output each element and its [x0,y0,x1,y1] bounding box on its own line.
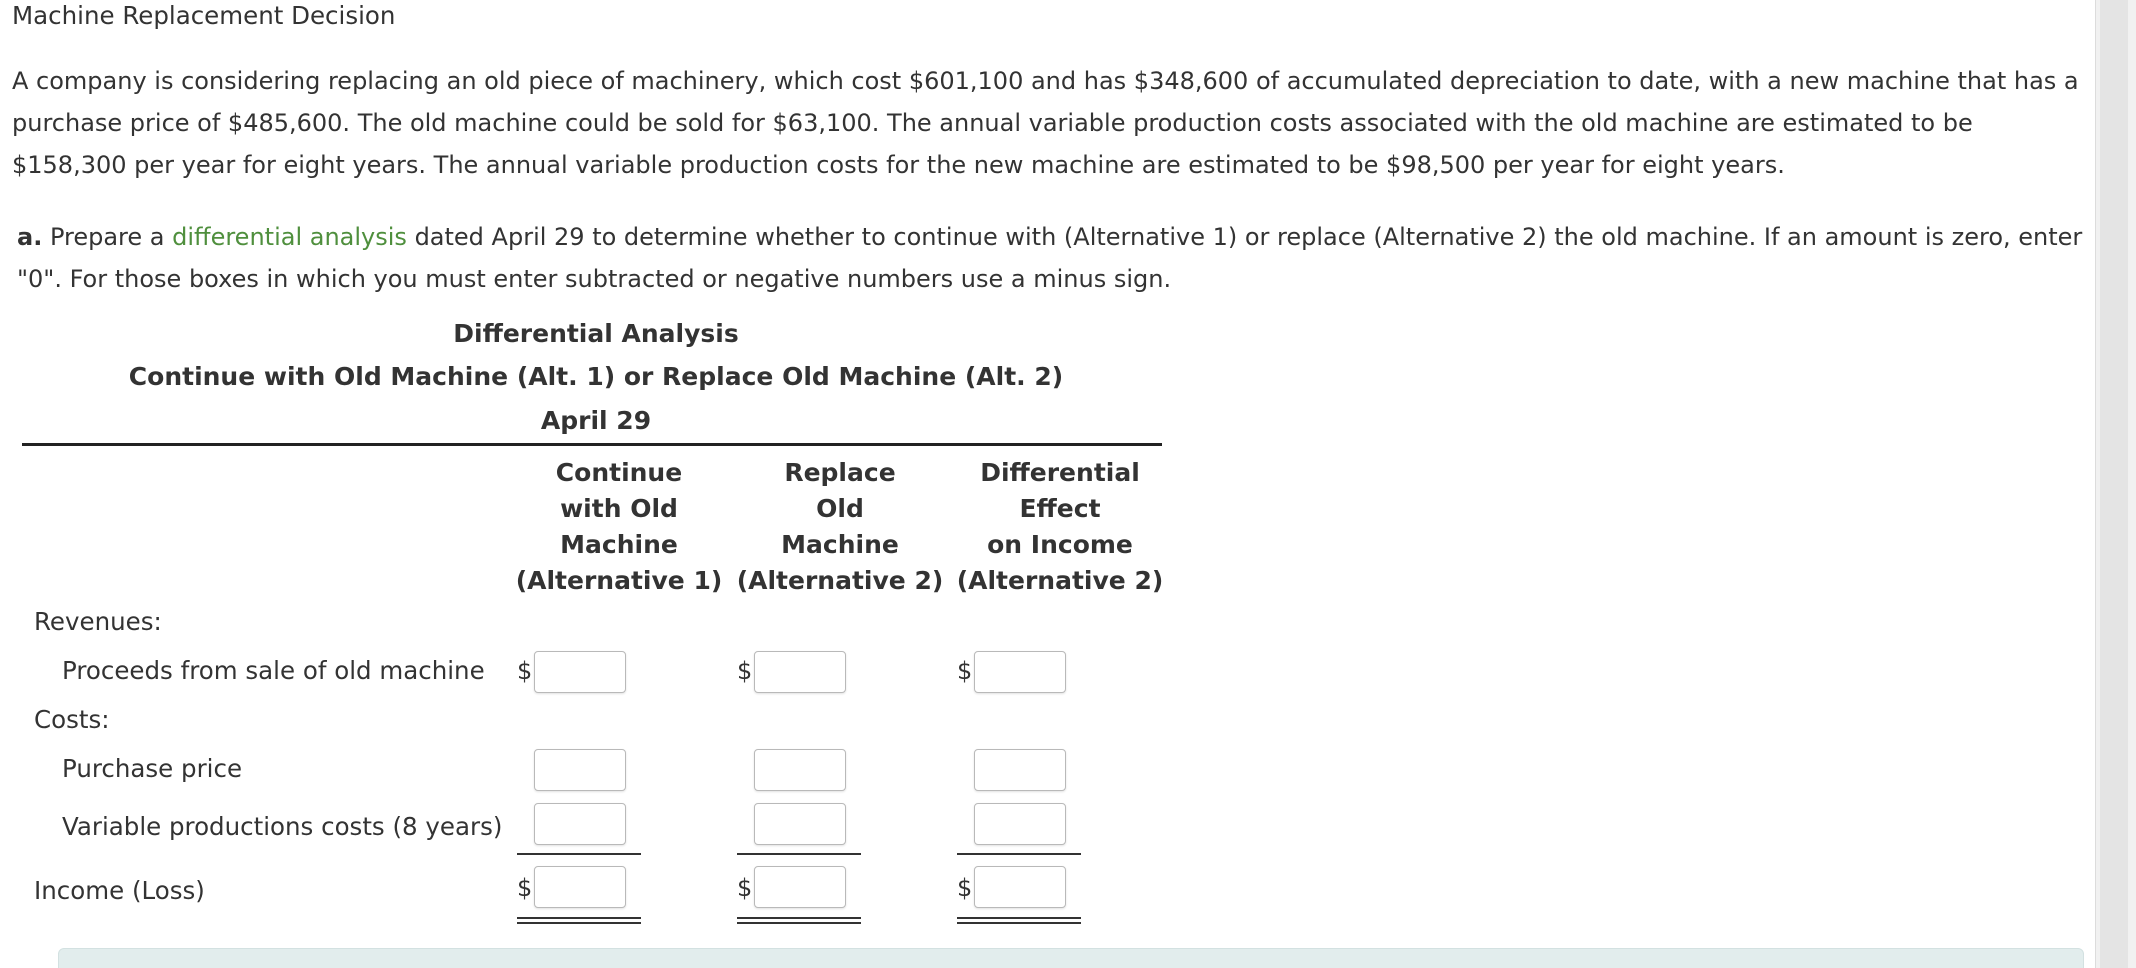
analysis-subtitle: Continue with Old Machine (Alt. 1) or Replace Old Machine (Alt. 2) [128,362,1064,391]
proceeds-label: Proceeds from sale of old machine [62,656,485,685]
subtotal-rule [737,853,861,855]
variable-costs-differential-input[interactable] [974,803,1066,845]
dollar-sign: $ [957,657,973,685]
costs-label: Costs: [34,705,110,734]
total-double-rule [737,917,861,924]
feedback-panel [58,948,2084,968]
scrollbar-thumb[interactable] [2100,0,2128,968]
page-title: Machine Replacement Decision [12,1,396,30]
instructions-suffix: dated April 29 to determine whether to continue with (Alternative 1) or replace (Alternative 2) the old machine. If an amount is zero, enter "0". For those boxes in which you must enter subtracted or negative numbers use a minus sign. [17,223,2083,293]
subtotal-rule [517,853,641,855]
total-double-rule [957,917,1081,924]
dollar-sign: $ [517,874,533,902]
analysis-date: April 29 [540,406,652,435]
income-alt1-input[interactable] [534,866,626,908]
differential-analysis-link[interactable]: differential analysis [172,223,407,251]
income-alt2-input[interactable] [754,866,846,908]
variable-costs-alt2-input[interactable] [754,803,846,845]
variable-costs-alt1-input[interactable] [534,803,626,845]
subtotal-rule [957,853,1081,855]
income-differential-input[interactable] [974,866,1066,908]
column-header-differential: Differential Effect on Income (Alternative 2) [956,458,1164,595]
revenues-label: Revenues: [34,607,162,636]
dollar-sign: $ [517,657,533,685]
purchase-price-alt2-input[interactable] [754,749,846,791]
proceeds-alt1-input[interactable] [534,651,626,693]
problem-statement: A company is considering replacing an old piece of machinery, which cost $601,100 and has $348,600 of accumulated depreciation to date, with a new machine that has a purchase price of $485,600. The old machine could be sold for $63,100. The annual variable production costs associated with the old machine are estimated to be $158,300 per year for eight years. The annual variable production costs for the new machine are estimated to be $98,500 per year for eight years. [12,67,2079,179]
vertical-scrollbar[interactable] [2095,0,2136,968]
variable-costs-label: Variable productions costs (8 years) [62,812,503,841]
proceeds-alt2-input[interactable] [754,651,846,693]
income-loss-label: Income (Loss) [34,876,205,905]
purchase-price-alt1-input[interactable] [534,749,626,791]
instructions [17,216,2097,300]
total-double-rule [517,917,641,924]
dollar-sign: $ [957,874,973,902]
column-header-alt2: Replace Old Machine (Alternative 2) [736,458,944,595]
proceeds-differential-input[interactable] [974,651,1066,693]
dollar-sign: $ [737,657,753,685]
instructions-prefix: Prepare a [49,223,165,251]
purchase-price-differential-input[interactable] [974,749,1066,791]
dollar-sign: $ [737,874,753,902]
part-label: a. [17,223,43,251]
heading-rule [22,443,1162,446]
column-header-alt1: Continue with Old Machine (Alternative 1) [515,458,723,595]
analysis-title: Differential Analysis [453,319,739,348]
purchase-price-label: Purchase price [62,754,243,783]
